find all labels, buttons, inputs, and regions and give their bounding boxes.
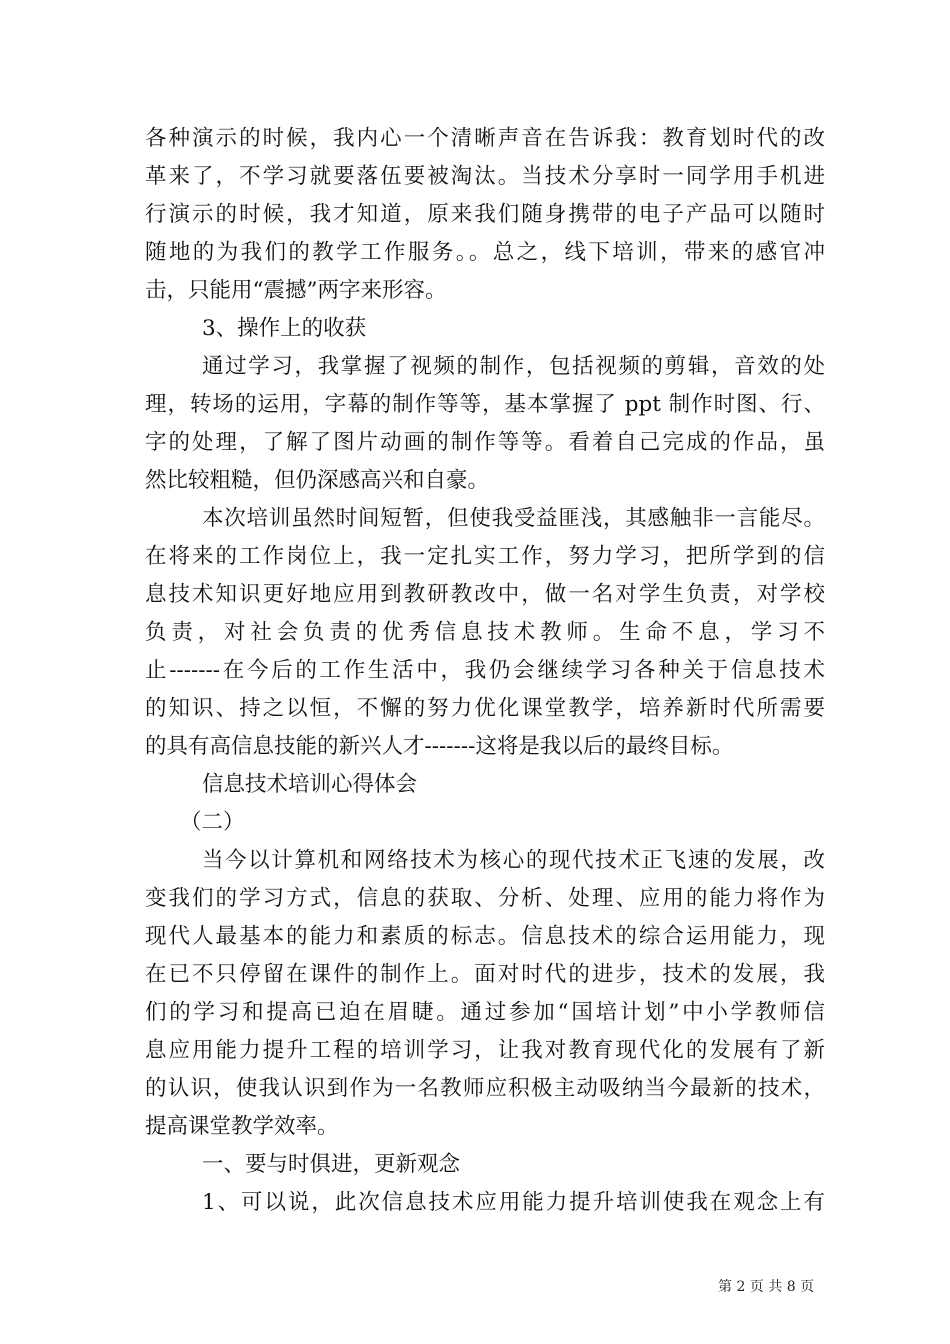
section-heading: 一、要与时俱进，更新观念	[202, 1152, 461, 1177]
paragraph-line: 在将来的工作岗位上，我一定扎实工作，努力学习，把所学到的信	[145, 544, 825, 569]
paragraph-line: 负责，对社会负责的优秀信息技术教师。生命不息，学习不	[145, 620, 825, 645]
paragraph-line: 革来了，不学习就要落伍要被淘汰。当技术分享时一同学用手机进	[145, 164, 825, 189]
paragraph-line: 息技术知识更好地应用到教研教改中，做一名对学生负责，对学校	[145, 582, 825, 607]
paragraph-line: 当今以计算机和网络技术为核心的现代技术正飞速的发展，改	[202, 848, 825, 873]
paragraph-line: 字的处理，了解了图片动画的制作等等。看着自己完成的作品，虽	[145, 430, 825, 455]
paragraph-line: 各种演示的时候，我内心一个清晰声音在告诉我：教育划时代的改	[145, 126, 825, 151]
paragraph-line: 随地的为我们的教学工作服务。。总之，线下培训，带来的感官冲	[145, 240, 825, 265]
paragraph-line: 现代人最基本的能力和素质的标志。信息技术的综合运用能力，现	[145, 924, 825, 949]
paragraph-line: 本次培训虽然时间短暂，但使我受益匪浅，其感触非一言能尽。	[202, 506, 825, 531]
paragraph-line: 的认识，使我认识到作为一名教师应积极主动吸纳当今最新的技术，	[145, 1076, 825, 1101]
article-title: 信息技术培训心得体会	[202, 772, 418, 797]
paragraph-line: 行演示的时候，我才知道，原来我们随身携带的电子产品可以随时	[145, 202, 825, 227]
paragraph-line: 通过学习，我掌握了视频的制作，包括视频的剪辑，音效的处	[202, 354, 825, 379]
article-subtitle: （二）	[180, 810, 245, 835]
paragraph-line: 的具有高信息技能的新兴人才-------这将是我以后的最终目标。	[145, 734, 734, 759]
paragraph-line: 在已不只停留在课件的制作上。面对时代的进步，技术的发展，我	[145, 962, 825, 987]
paragraph-line: 提高课堂教学效率。	[145, 1114, 339, 1139]
page-number: 第 2 页 共 8 页	[718, 1279, 815, 1295]
paragraph-line: 息应用能力提升工程的培训学习，让我对教育现代化的发展有了新	[145, 1038, 825, 1063]
paragraph-line: 理，转场的运用，字幕的制作等等，基本掌握了 ppt 制作时图、行、	[145, 392, 825, 417]
paragraph-line: 然比较粗糙，但仍深感高兴和自豪。	[145, 468, 490, 493]
paragraph-line: 击，只能用“震撼”两字来形容。	[145, 278, 447, 303]
paragraph-line: 止-------在今后的工作生活中，我仍会继续学习各种关于信息技术	[145, 658, 825, 683]
section-heading: 3、操作上的收获	[202, 316, 367, 341]
paragraph-line: 的知识、持之以恒，不懈的努力优化课堂教学，培养新时代所需要	[145, 696, 825, 721]
paragraph-line: 1、可以说，此次信息技术应用能力提升培训使我在观念上有	[202, 1190, 825, 1215]
paragraph-line: 变我们的学习方式，信息的获取、分析、处理、应用的能力将作为	[145, 886, 825, 911]
paragraph-line: 们的学习和提高已迫在眉睫。通过参加“国培计划”中小学教师信	[145, 1000, 825, 1025]
